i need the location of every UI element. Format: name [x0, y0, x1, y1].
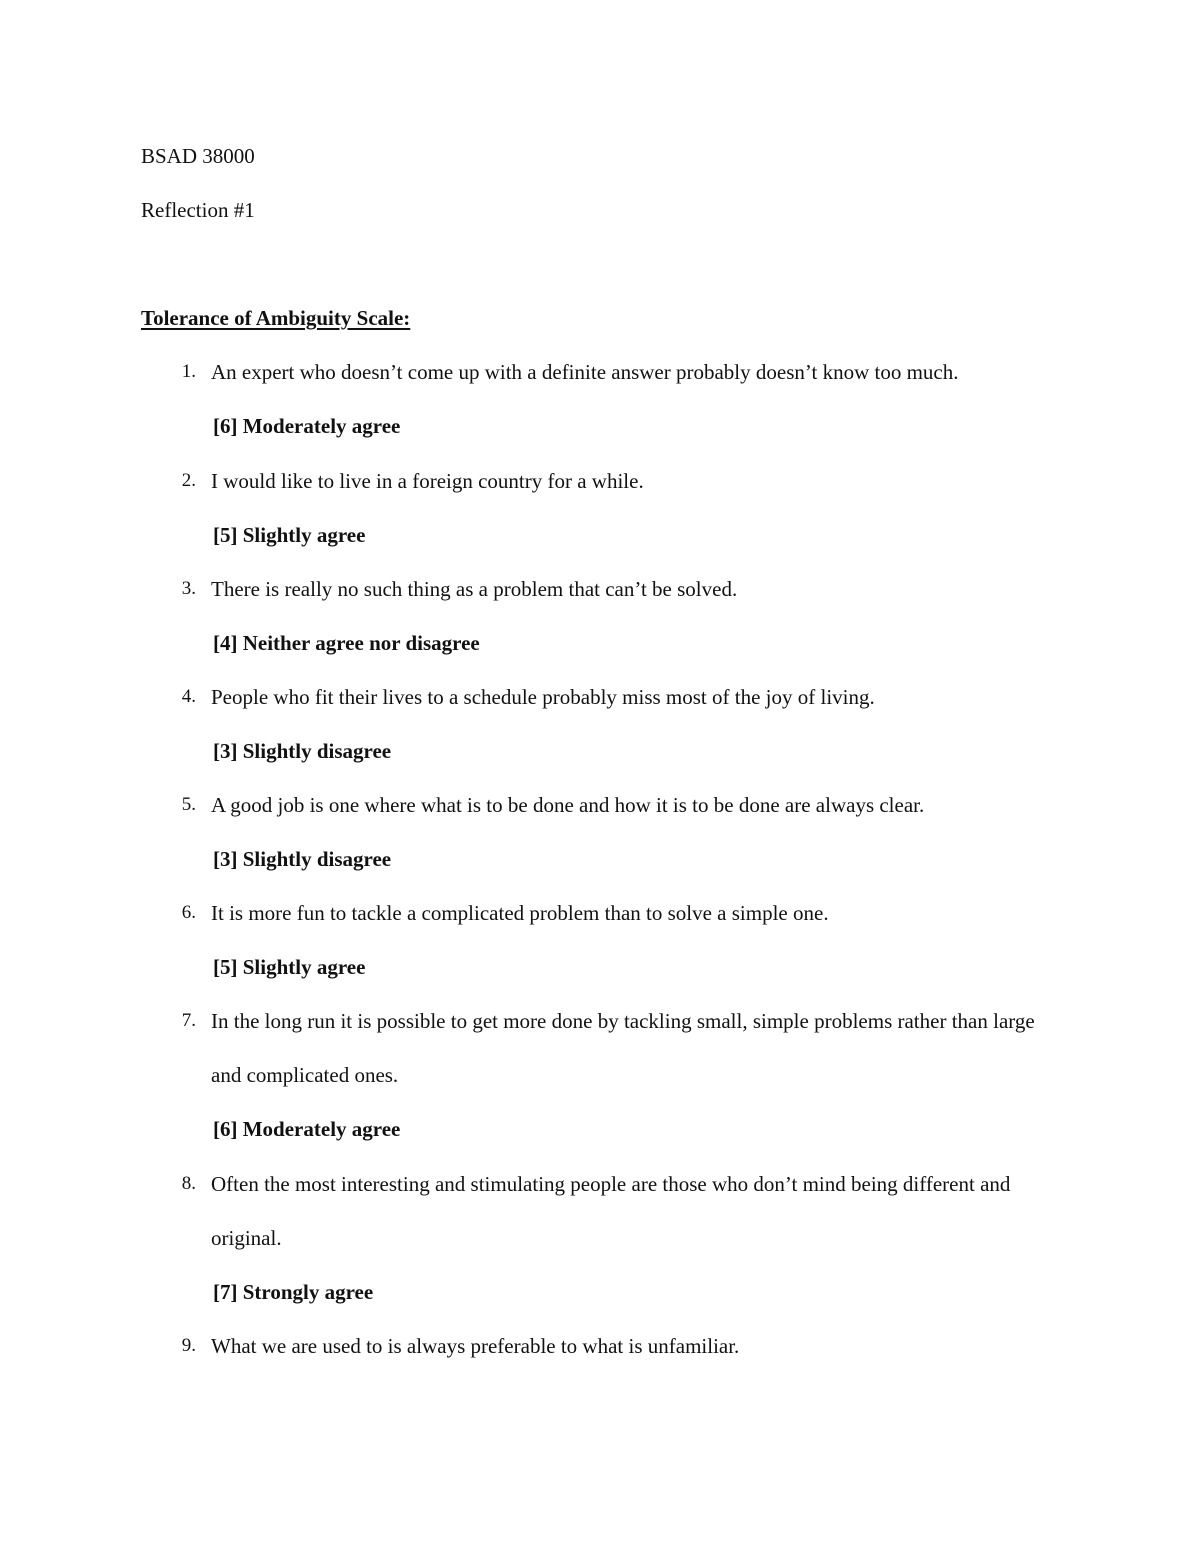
assignment-title: Reflection #1 [141, 198, 255, 222]
item-response: [6] Moderately agree [213, 414, 401, 438]
list-item [141, 886, 1101, 994]
item-statement: There is really no such thing as a problem that can’t be solved. [211, 577, 738, 601]
item-statement: People who fit their lives to a schedule probably miss most of the joy of living. [211, 685, 875, 709]
list-item [141, 994, 1101, 1156]
list-item [141, 454, 1101, 562]
item-number: 8. [181, 1173, 196, 1194]
item-statement: I would like to live in a foreign country for a while. [211, 469, 644, 493]
list-item [141, 562, 1101, 670]
item-number: 5. [181, 794, 196, 815]
list-item [141, 1157, 1101, 1319]
item-number: 4. [181, 686, 196, 707]
item-response: [3] Slightly disagree [213, 739, 392, 763]
item-number: 6. [181, 902, 196, 923]
item-number: 7. [181, 1010, 196, 1031]
item-number: 1. [181, 361, 196, 382]
item-statement: It is more fun to tackle a complicated problem than to solve a simple one. [211, 901, 829, 925]
item-number: 2. [181, 470, 196, 491]
item-response: [5] Slightly agree [213, 523, 366, 547]
scale-heading: Tolerance of Ambiguity Scale: [141, 306, 411, 330]
list-item [141, 778, 1101, 886]
item-response: [5] Slightly agree [213, 955, 366, 979]
item-response: [7] Strongly agree [213, 1280, 374, 1304]
item-response: [3] Slightly disagree [213, 847, 392, 871]
item-number: 9. [181, 1335, 196, 1356]
list-item [141, 345, 1101, 453]
item-statement: An expert who doesn’t come up with a definite answer probably doesn’t know too much. [211, 360, 959, 384]
list-item [141, 1319, 1101, 1373]
item-response: [6] Moderately agree [213, 1117, 401, 1141]
item-statement: In the long run it is possible to get more done by tackling small, simple problems rather than large and complicated ones. [211, 1009, 1035, 1087]
item-statement: What we are used to is always preferable to what is unfamiliar. [211, 1334, 740, 1358]
item-statement: A good job is one where what is to be done and how it is to be done are always clear. [211, 793, 925, 817]
course-code: BSAD 38000 [141, 144, 255, 168]
item-number: 3. [181, 578, 196, 599]
item-statement: Often the most interesting and stimulating people are those who don’t mind being different and original. [211, 1172, 1011, 1250]
list-item [141, 670, 1101, 778]
item-response: [4] Neither agree nor disagree [213, 631, 480, 655]
